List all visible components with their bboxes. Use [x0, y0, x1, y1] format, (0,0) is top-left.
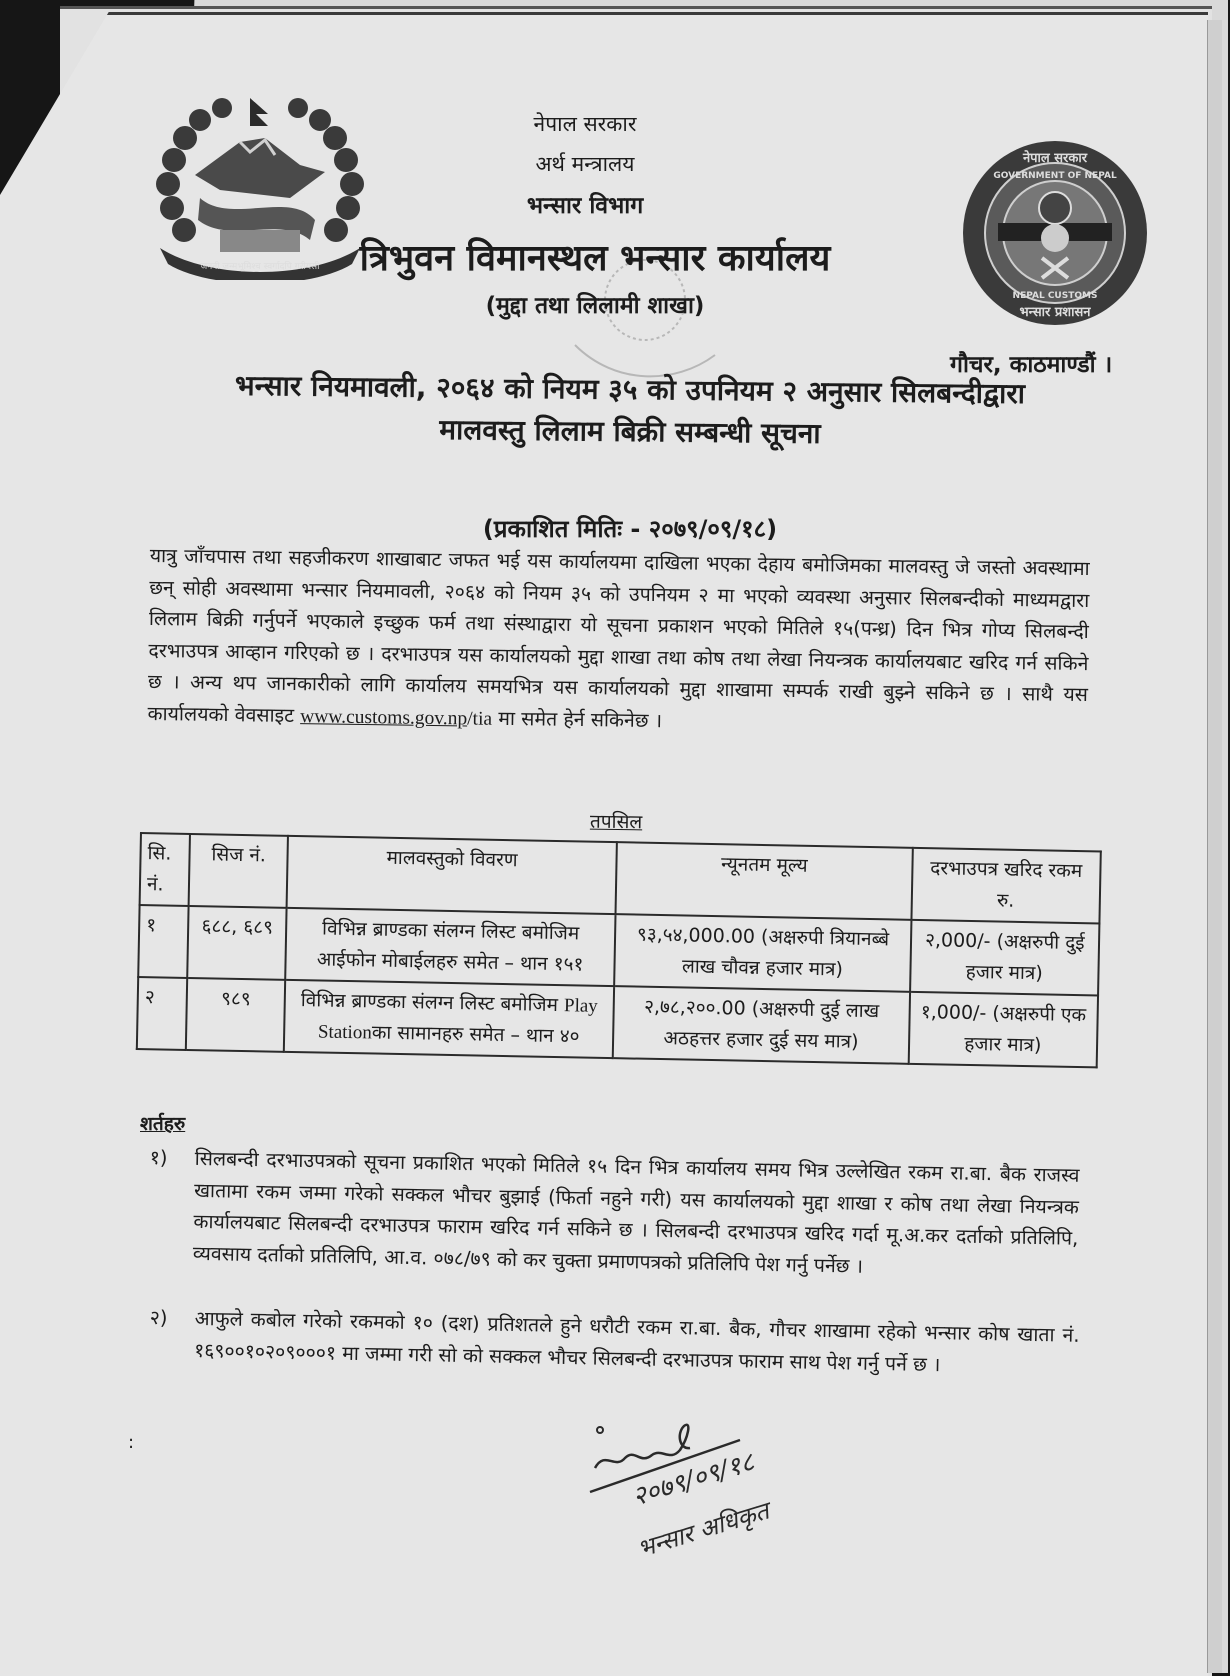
- seal-ring-bottom-text: NEPAL CUSTOMS: [1012, 291, 1098, 301]
- cell-bid-form-fee: १,000/- (अक्षरुपी एक हजार मात्र): [908, 992, 1098, 1068]
- cell-serial-number: १: [138, 905, 189, 978]
- cell-minimum-price: २,७८,२००.00 (अक्षरुपी दुई लाख अठहत्तर हजार दुई सय मात्र): [613, 986, 910, 1064]
- conditions-heading: शर्तहरु: [140, 1113, 186, 1135]
- description-part-1: विभिन्न ब्राण्डका संलग्न लिस्ट बमोजिम: [300, 989, 559, 1017]
- col-minimum-price: न्यूनतम मूल्य: [616, 842, 913, 920]
- description-product-name: Play Station: [317, 995, 598, 1044]
- col-bid-form-fee: दरभाउपत्र खरिद रकम रु.: [911, 848, 1101, 924]
- notice-body: [147, 540, 1090, 743]
- notice-body-text-end: मा समेत हेर्न सकिनेछ ।: [498, 706, 663, 732]
- department-name: भन्सार विभाग: [526, 193, 644, 219]
- col-seizure-number: सिज नं.: [189, 834, 288, 908]
- office-name: त्रिभुवन विमानस्थल भन्सार कार्यालय: [359, 238, 831, 279]
- cell-seizure-number: ६८८, ६८९: [188, 906, 287, 980]
- seal-bottom-text: भन्सार प्रशासन: [1019, 305, 1091, 320]
- notice-title-line-2: मालवस्तु लिलाम बिक्री सम्बन्धी सूचना: [439, 413, 821, 450]
- schedule-caption: तपसिल: [589, 810, 643, 834]
- notice-title-line-1: भन्सार नियमावली, २०६४ को नियम ३५ को उपनियम २ अनुसार सिलबन्दीद्वारा: [234, 368, 1026, 411]
- cell-bid-form-fee: २,000/- (अक्षरुपी दुई हजार मात्र): [910, 920, 1100, 996]
- cell-minimum-price: ९३,५४,000.00 (अक्षरुपी त्रियानब्बे लाख चौवन्न हजार मात्र): [614, 914, 911, 992]
- condition-text: सिलबन्दी दरभाउपत्रको सूचना प्रकाशित भएको मितिले १५ दिन भित्र कार्यालय समय भित्र उल्लेखित रकम रा.बा. बैक राजस्व खातामा रकम जम्मा गरेको सक्कल भौचर बुझाई (फिर्ता नहुने गरी) यस कार्यालयको मुद्दा शाखा र कोष तथा लेखा नियन्त्रक कार्यालयबाट सिलबन्दी दरभाउपत्र फाराम खरिद गर्न सकिने छ । सिलबन्दी दरभाउपत्र खरिद गर्दा मू.अ.कर दर्ताको प्रतिलिपि, व्यवसाय दर्ताको प्रतिलिपि, आ.व. ०७८/७९ को कर चुक्ता प्रमाणपत्रको प्रतिलिपि पेश गर्नु पर्नेछ ।: [192, 1146, 1080, 1278]
- condition-number: १): [149, 1145, 168, 1170]
- seal-top-text: नेपाल सरकार: [1022, 151, 1088, 166]
- branch-name: (मुद्दा तथा लिलामी शाखा): [485, 293, 705, 319]
- notice-body-text: यात्रु जाँचपास तथा सहजीकरण शाखाबाट जफत भई यस कार्यालयमा दाखिला भएका देहाय बमोजिमका मालवस्तु जे जस्तो अवस्थामा छन् सोही अवस्थामा भन्सार नियमावली, २०६४ को नियम ३५ को उपनियम २ मा भएको व्यवस्था अनुसार सिलबन्दीको माध्यमद्वारा लिलाम बिक्री गर्नुपर्ने भएकाले इच्छुक फर्म तथा संस्थाद्वारा यो सूचना प्रकाशन भएको मितिले १५(पन्ध्र) दिन भित्र गोप्य सिलबन्दी दरभाउपत्र आव्हान गरिएको छ । दरभाउपत्र यस कार्यालयको मुद्दा शाखा तथा कोष तथा लेखा नियन्त्रक कार्यालयबाट खरिद गर्न सकिने छ । अन्य थप जानकारीको लागि कार्यालय समयभित्र यस कार्यालयको मुद्दा शाखामा सम्पर्क राखी बुझ्ने सकिने छ । साथै यस कार्यालयको वेवसाइट: [147, 543, 1090, 727]
- col-serial-number: सि. नं.: [140, 833, 191, 906]
- cell-seizure-number: ९८९: [186, 978, 285, 1052]
- description-part-2: का सामानहरु समेत – थान ४०: [371, 1021, 580, 1048]
- emblem-motto: जननी जन्मभूमिश्च स्वर्गादपि गरीयसी: [200, 262, 320, 272]
- cell-goods-description: विभिन्न ब्राण्डका संलग्न लिस्ट बमोजिम आईफोन मोबाईलहरु समेत – थान १५१: [285, 908, 616, 986]
- government-name: नेपाल सरकार: [533, 112, 637, 136]
- col-goods-description: मालवस्तुको विवरण: [286, 836, 617, 914]
- published-date: (प्रकाशित मितिः - २०७९/०९/१८): [482, 515, 778, 543]
- signatory-designation: भन्सार अधिकृत: [634, 1496, 773, 1564]
- cell-serial-number: २: [137, 977, 188, 1050]
- website-link-suffix: /tia: [467, 707, 493, 730]
- auction-schedule-table: [136, 832, 1102, 1068]
- office-location: गौचर, काठमाण्डौं ।: [950, 352, 1113, 378]
- margin-mark: :: [128, 1432, 135, 1453]
- seal-ring-top-text: GOVERNMENT OF NEPAL: [993, 171, 1117, 181]
- condition-item: [149, 1302, 1080, 1383]
- condition-text: आफुले कबोल गरेको रकमको १० (दश) प्रतिशतले हुने धरौटी रकम रा.बा. बैक, गौचर शाखामा रहेको भन्सार कोष खाता नं. १६९००१०२०९०००१ मा जम्मा गरी सो को सक्कल भौचर सिलबन्दी दरभाउपत्र फाराम साथ पेश गर्नु पर्ने छ ।: [193, 1306, 1080, 1376]
- ministry-name: अर्थ मन्त्रालय: [535, 152, 635, 176]
- condition-item: [148, 1142, 1080, 1286]
- condition-number: २): [149, 1305, 168, 1330]
- website-link[interactable]: [300, 706, 467, 729]
- website-link-text: www.customs.gov.np: [300, 705, 468, 729]
- signature-date: २०७९/०९/१८: [628, 1447, 758, 1513]
- cell-goods-description: [284, 980, 615, 1058]
